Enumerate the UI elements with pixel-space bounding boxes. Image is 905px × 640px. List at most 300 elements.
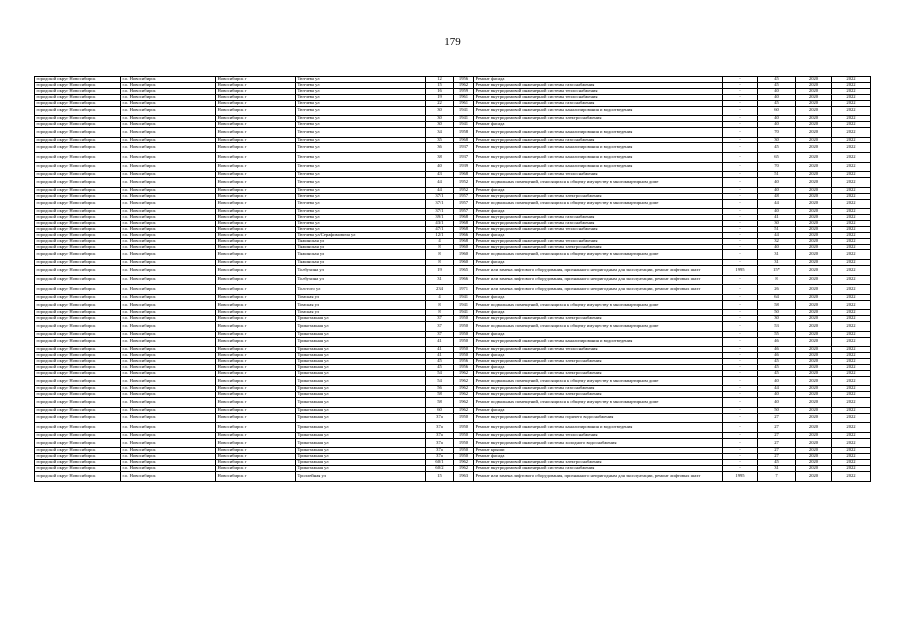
- cell-year-built: 1962: [454, 370, 474, 376]
- cell-start-year: 2020: [796, 172, 832, 178]
- cell-end-year: 2022: [832, 392, 871, 398]
- cell-settlement: Новосибирск г: [216, 448, 296, 454]
- cell-street: Трикотажная ул: [296, 398, 426, 408]
- cell-district: городской округ Новосибирск: [35, 127, 121, 137]
- cell-house: 47/1: [426, 226, 454, 232]
- cell-start-year: 2020: [796, 316, 832, 322]
- cell-year-built: 1962: [454, 82, 474, 88]
- cell-house: 40: [426, 162, 454, 172]
- cell-street: Тютчева ул: [296, 127, 426, 137]
- cell-start-year: 2020: [796, 386, 832, 392]
- cell-end-year: 2022: [832, 238, 871, 244]
- cell-year-built: 1957: [454, 209, 474, 215]
- cell-street: Тютчева ул: [296, 162, 426, 172]
- cell-settlement: Новосибирск г: [216, 106, 296, 116]
- cell-settlement: Новосибирск г: [216, 471, 296, 481]
- cell-district: городской округ Новосибирск: [35, 153, 121, 163]
- cell-work-type: Ремонт внутридомовой инженерной системы теплоснабжения: [474, 238, 723, 244]
- cell-end-year: 2022: [832, 162, 871, 172]
- cell-cost: 65: [758, 153, 796, 163]
- cell-cost: 27: [758, 438, 796, 448]
- cell-street: Толстого ул: [296, 285, 426, 295]
- cell-street: Тютчева ул: [296, 209, 426, 215]
- cell-end-year: 2022: [832, 310, 871, 316]
- cell-year-built: 1950: [454, 322, 474, 332]
- cell-work-type: Ремонт фасада: [474, 294, 723, 300]
- cell-year-built: 1965: [454, 265, 474, 275]
- cell-start-year: 2020: [796, 199, 832, 209]
- cell-year-built: 1950: [454, 353, 474, 359]
- cell-district: городской округ Новосибирск: [35, 454, 121, 460]
- cell-cost: 40: [758, 178, 796, 188]
- cell-lift-year: -: [723, 423, 758, 433]
- cell-start-year: 2020: [796, 77, 832, 83]
- cell-district: городской округ Новосибирск: [35, 220, 121, 226]
- cell-year-built: 1957: [454, 193, 474, 199]
- cell-house: 37: [426, 316, 454, 322]
- cell-start-year: 2020: [796, 143, 832, 153]
- cell-house: 54: [426, 376, 454, 386]
- cell-street: Трикотажная ул: [296, 353, 426, 359]
- cell-settlement: Новосибирск г: [216, 337, 296, 347]
- cell-end-year: 2022: [832, 143, 871, 153]
- cell-street: Тютчева ул: [296, 226, 426, 232]
- cell-year-built: 1962: [454, 398, 474, 408]
- cell-lift-year: -: [723, 244, 758, 250]
- cell-start-year: 2020: [796, 94, 832, 100]
- cell-district: городской округ Новосибирск: [35, 386, 121, 392]
- cell-municipality: г.о. Новосибирск: [121, 310, 216, 316]
- cell-start-year: 2020: [796, 209, 832, 215]
- cell-cost: 27: [758, 413, 796, 423]
- cell-work-type: Ремонт фасада: [474, 187, 723, 193]
- cell-street: Трикотажная ул: [296, 358, 426, 364]
- cell-cost: 27: [758, 454, 796, 460]
- table-row: [35, 143, 871, 153]
- cell-work-type: Ремонт внутридомовой инженерной системы газоснабжения: [474, 386, 723, 392]
- cell-municipality: г.о. Новосибирск: [121, 265, 216, 275]
- cell-street: Тютчева ул: [296, 106, 426, 116]
- cell-house: 41: [426, 337, 454, 347]
- cell-house: 22: [426, 100, 454, 106]
- cell-start-year: 2020: [796, 432, 832, 438]
- cell-lift-year: -: [723, 285, 758, 295]
- cell-street: Тютчева ул: [296, 172, 426, 178]
- cell-end-year: 2022: [832, 100, 871, 106]
- cell-cost: 40: [758, 122, 796, 128]
- table-row: [35, 127, 871, 137]
- cell-work-type: Ремонт внутридомовой инженерной системы теплоснабжения: [474, 347, 723, 353]
- cell-house: 36: [426, 143, 454, 153]
- cell-house: 43: [426, 172, 454, 178]
- cell-municipality: г.о. Новосибирск: [121, 172, 216, 178]
- cell-settlement: Новосибирск г: [216, 376, 296, 386]
- cell-work-type: Ремонт внутридомовой инженерной системы электроснабжения: [474, 193, 723, 199]
- cell-end-year: 2022: [832, 122, 871, 128]
- cell-cost: 70: [758, 127, 796, 137]
- cell-cost: 41: [758, 215, 796, 221]
- cell-end-year: 2022: [832, 285, 871, 295]
- cell-municipality: г.о. Новосибирск: [121, 438, 216, 448]
- cell-lift-year: -: [723, 238, 758, 244]
- cell-street: Троллейная ул: [296, 471, 426, 481]
- cell-street: Тютчева ул: [296, 199, 426, 209]
- cell-lift-year: -: [723, 448, 758, 454]
- cell-start-year: 2020: [796, 454, 832, 460]
- cell-year-built: 1962: [454, 386, 474, 392]
- cell-end-year: 2022: [832, 193, 871, 199]
- cell-cost: 45: [758, 77, 796, 83]
- cell-settlement: Новосибирск г: [216, 413, 296, 423]
- cell-start-year: 2020: [796, 137, 832, 143]
- cell-start-year: 2020: [796, 294, 832, 300]
- cell-district: городской округ Новосибирск: [35, 82, 121, 88]
- table-row: [35, 322, 871, 332]
- cell-street: Трикотажная ул: [296, 337, 426, 347]
- cell-lift-year: -: [723, 322, 758, 332]
- cell-district: городской округ Новосибирск: [35, 370, 121, 376]
- cell-work-type: Ремонт фасада: [474, 353, 723, 359]
- cell-year-built: 1950: [454, 438, 474, 448]
- cell-work-type: Ремонт внутридомовой инженерной системы канализирования и водоотведения: [474, 162, 723, 172]
- cell-year-built: 1941: [454, 310, 474, 316]
- cell-cost: 44: [758, 386, 796, 392]
- cell-house: 234: [426, 285, 454, 295]
- cell-house: 12: [426, 77, 454, 83]
- cell-work-type: Ремонт фасада: [474, 122, 723, 128]
- cell-cost: 40: [758, 398, 796, 408]
- cell-district: городской округ Новосибирск: [35, 100, 121, 106]
- cell-end-year: 2022: [832, 337, 871, 347]
- cell-lift-year: -: [723, 466, 758, 472]
- cell-year-built: 1961: [454, 100, 474, 106]
- cell-year-built: 1968: [454, 137, 474, 143]
- cell-lift-year: -: [723, 172, 758, 178]
- cell-settlement: Новосибирск г: [216, 466, 296, 472]
- cell-start-year: 2020: [796, 116, 832, 122]
- cell-district: городской округ Новосибирск: [35, 438, 121, 448]
- cell-year-built: 1968: [454, 220, 474, 226]
- cell-settlement: Новосибирск г: [216, 460, 296, 466]
- cell-municipality: г.о. Новосибирск: [121, 94, 216, 100]
- cell-year-built: 1950: [454, 432, 474, 438]
- cell-street: Тютчева ул: [296, 137, 426, 143]
- cell-house: 60/1: [426, 460, 454, 466]
- cell-lift-year: -: [723, 347, 758, 353]
- cell-district: городской округ Новосибирск: [35, 392, 121, 398]
- cell-start-year: 2020: [796, 127, 832, 137]
- cell-end-year: 2022: [832, 370, 871, 376]
- cell-street: Трикотажная ул: [296, 454, 426, 460]
- cell-lift-year: -: [723, 331, 758, 337]
- cell-municipality: г.о. Новосибирск: [121, 398, 216, 408]
- cell-house: 37а: [426, 448, 454, 454]
- cell-settlement: Новосибирск г: [216, 199, 296, 209]
- cell-house: 8: [426, 300, 454, 310]
- cell-district: городской округ Новосибирск: [35, 353, 121, 359]
- cell-work-type: Ремонт внутридомовой инженерной системы теплоснабжения: [474, 226, 723, 232]
- cell-district: городской округ Новосибирск: [35, 250, 121, 260]
- cell-cost: 30: [758, 316, 796, 322]
- cell-start-year: 2020: [796, 265, 832, 275]
- cell-cost: 50: [758, 310, 796, 316]
- cell-cost: 60: [758, 106, 796, 116]
- cell-end-year: 2022: [832, 82, 871, 88]
- cell-settlement: Новосибирск г: [216, 238, 296, 244]
- cell-district: городской округ Новосибирск: [35, 460, 121, 466]
- cell-work-type: Ремонт внутридомовой инженерной системы электроснабжения: [474, 316, 723, 322]
- table-row: [35, 438, 871, 448]
- cell-district: городской округ Новосибирск: [35, 260, 121, 266]
- cell-start-year: 2020: [796, 193, 832, 199]
- cell-district: городской округ Новосибирск: [35, 238, 121, 244]
- cell-start-year: 2020: [796, 438, 832, 448]
- cell-cost: 50: [758, 407, 796, 413]
- cell-start-year: 2020: [796, 250, 832, 260]
- cell-work-type: Ремонт фасада: [474, 331, 723, 337]
- cell-house: 31: [426, 275, 454, 285]
- cell-end-year: 2022: [832, 260, 871, 266]
- cell-end-year: 2022: [832, 250, 871, 260]
- cell-district: городской округ Новосибирск: [35, 187, 121, 193]
- cell-house: 37а: [426, 423, 454, 433]
- cell-start-year: 2020: [796, 392, 832, 398]
- cell-municipality: г.о. Новосибирск: [121, 376, 216, 386]
- cell-year-built: 1956: [454, 77, 474, 83]
- cell-municipality: г.о. Новосибирск: [121, 386, 216, 392]
- cell-lift-year: -: [723, 260, 758, 266]
- table-body: [35, 77, 871, 482]
- cell-cost: 30: [758, 220, 796, 226]
- cell-cost: 53: [758, 322, 796, 332]
- cell-end-year: 2022: [832, 460, 871, 466]
- cell-house: 38: [426, 153, 454, 163]
- cell-municipality: г.о. Новосибирск: [121, 460, 216, 466]
- cell-start-year: 2020: [796, 238, 832, 244]
- cell-municipality: г.о. Новосибирск: [121, 250, 216, 260]
- cell-district: городской округ Новосибирск: [35, 285, 121, 295]
- cell-house: 37а: [426, 413, 454, 423]
- cell-street: Трикотажная ул: [296, 466, 426, 472]
- cell-municipality: г.о. Новосибирск: [121, 358, 216, 364]
- cell-municipality: г.о. Новосибирск: [121, 106, 216, 116]
- cell-year-built: 1956: [454, 364, 474, 370]
- cell-settlement: Новосибирск г: [216, 423, 296, 433]
- cell-settlement: Новосибирск г: [216, 220, 296, 226]
- cell-settlement: Новосибирск г: [216, 209, 296, 215]
- cell-lift-year: -: [723, 137, 758, 143]
- cell-start-year: 2020: [796, 370, 832, 376]
- cell-work-type: Ремонт подвальных помещений, относящихся к общему имуществу в многоквартирном доме: [474, 178, 723, 188]
- cell-year-built: 1941: [454, 294, 474, 300]
- cell-settlement: Новосибирск г: [216, 370, 296, 376]
- cell-start-year: 2020: [796, 187, 832, 193]
- cell-lift-year: -: [723, 454, 758, 460]
- cell-settlement: Новосибирск г: [216, 88, 296, 94]
- cell-municipality: г.о. Новосибирск: [121, 432, 216, 438]
- cell-cost: 8: [758, 275, 796, 285]
- cell-year-built: 1966: [454, 232, 474, 238]
- cell-work-type: Ремонт подвальных помещений, относящихся к общему имуществу в многоквартирном доме: [474, 398, 723, 408]
- cell-cost: 32: [758, 238, 796, 244]
- cell-house: 37/1: [426, 209, 454, 215]
- cell-municipality: г.о. Новосибирск: [121, 162, 216, 172]
- cell-municipality: г.о. Новосибирск: [121, 244, 216, 250]
- cell-work-type: Ремонт внутридомовой инженерной системы электроснабжения: [474, 392, 723, 398]
- cell-cost: 15*: [758, 265, 796, 275]
- cell-lift-year: -: [723, 275, 758, 285]
- cell-work-type: Ремонт внутридомовой инженерной системы электроснабжения: [474, 460, 723, 466]
- cell-street: Тютчева ул: [296, 116, 426, 122]
- cell-house: 15: [426, 82, 454, 88]
- cell-start-year: 2020: [796, 285, 832, 295]
- cell-lift-year: -: [723, 337, 758, 347]
- cell-settlement: Новосибирск г: [216, 347, 296, 353]
- cell-end-year: 2022: [832, 322, 871, 332]
- cell-municipality: г.о. Новосибирск: [121, 448, 216, 454]
- table-row: [35, 199, 871, 209]
- cell-start-year: 2020: [796, 407, 832, 413]
- cell-end-year: 2022: [832, 244, 871, 250]
- cell-settlement: Новосибирск г: [216, 438, 296, 448]
- cell-settlement: Новосибирск г: [216, 127, 296, 137]
- cell-cost: 40: [758, 376, 796, 386]
- cell-street: Трикотажная ул: [296, 432, 426, 438]
- cell-house: 43/1: [426, 220, 454, 226]
- cell-district: городской округ Новосибирск: [35, 88, 121, 94]
- cell-district: городской округ Новосибирск: [35, 172, 121, 178]
- cell-work-type: Ремонт или замена лифтового оборудования, признанного непригодным для эксплуатации, ремонт лифтовых шахт: [474, 275, 723, 285]
- cell-year-built: 1960: [454, 260, 474, 266]
- cell-district: городской округ Новосибирск: [35, 106, 121, 116]
- cell-street: Трикотажная ул: [296, 413, 426, 423]
- cell-year-built: 1962: [454, 392, 474, 398]
- cell-start-year: 2020: [796, 275, 832, 285]
- cell-street: Тютчева ул: [296, 94, 426, 100]
- cell-house: 34: [426, 127, 454, 137]
- table-row: [35, 423, 871, 433]
- cell-lift-year: -: [723, 353, 758, 359]
- cell-settlement: Новосибирск г: [216, 250, 296, 260]
- cell-end-year: 2022: [832, 448, 871, 454]
- cell-end-year: 2022: [832, 454, 871, 460]
- cell-start-year: 2020: [796, 106, 832, 116]
- cell-district: городской округ Новосибирск: [35, 162, 121, 172]
- cell-district: городской округ Новосибирск: [35, 193, 121, 199]
- cell-district: городской округ Новосибирск: [35, 178, 121, 188]
- cell-municipality: г.о. Новосибирск: [121, 260, 216, 266]
- cell-start-year: 2020: [796, 413, 832, 423]
- cell-house: 30: [426, 122, 454, 128]
- cell-street: Тютчева ул: [296, 220, 426, 226]
- table-row: [35, 398, 871, 408]
- cell-work-type: Ремонт подвальных помещений, относящихся к общему имуществу в многоквартирном доме: [474, 300, 723, 310]
- cell-house: 37/1: [426, 199, 454, 209]
- cell-street: Тяжинская ул: [296, 260, 426, 266]
- cell-end-year: 2022: [832, 232, 871, 238]
- cell-street: Тютчева ул: [296, 193, 426, 199]
- cell-lift-year: -: [723, 370, 758, 376]
- cell-settlement: Новосибирск г: [216, 300, 296, 310]
- cell-end-year: 2022: [832, 294, 871, 300]
- cell-lift-year: -: [723, 94, 758, 100]
- cell-street: Тютчева ул: [296, 187, 426, 193]
- cell-street: Тютчева ул/Серафимовича ул: [296, 232, 426, 238]
- cell-cost: 51: [758, 172, 796, 178]
- cell-street: Трикотажная ул: [296, 423, 426, 433]
- cell-work-type: Ремонт или замена лифтового оборудования, признанного непригодным для эксплуатации, ремонт лифтовых шахт: [474, 265, 723, 275]
- cell-district: городской округ Новосибирск: [35, 116, 121, 122]
- cell-district: городской округ Новосибирск: [35, 448, 121, 454]
- cell-settlement: Новосибирск г: [216, 353, 296, 359]
- cell-district: городской округ Новосибирск: [35, 423, 121, 433]
- cell-work-type: Ремонт подвальных помещений, относящихся к общему имуществу в многоквартирном доме: [474, 250, 723, 260]
- cell-lift-year: -: [723, 376, 758, 386]
- cell-district: городской округ Новосибирск: [35, 337, 121, 347]
- cell-year-built: 1950: [454, 448, 474, 454]
- cell-district: городской округ Новосибирск: [35, 232, 121, 238]
- cell-work-type: Ремонт внутридомовой инженерной системы газоснабжения: [474, 100, 723, 106]
- cell-settlement: Новосибирск г: [216, 143, 296, 153]
- cell-municipality: г.о. Новосибирск: [121, 316, 216, 322]
- cell-house: 19: [426, 265, 454, 275]
- cell-lift-year: -: [723, 178, 758, 188]
- cell-year-built: 1962: [454, 376, 474, 386]
- cell-settlement: Новосибирск г: [216, 232, 296, 238]
- cell-year-built: 1962: [454, 407, 474, 413]
- cell-lift-year: -: [723, 250, 758, 260]
- cell-settlement: Новосибирск г: [216, 260, 296, 266]
- cell-settlement: Новосибирск г: [216, 275, 296, 285]
- cell-cost: 64: [758, 294, 796, 300]
- cell-end-year: 2022: [832, 376, 871, 386]
- cell-end-year: 2022: [832, 106, 871, 116]
- cell-house: 44: [426, 187, 454, 193]
- cell-work-type: Ремонт внутридомовой инженерной системы теплоснабжения: [474, 88, 723, 94]
- cell-house: 8: [426, 250, 454, 260]
- cell-lift-year: -: [723, 199, 758, 209]
- cell-work-type: Ремонт внутридомовой инженерной системы канализирования и водоотведения: [474, 106, 723, 116]
- table-row: [35, 285, 871, 295]
- cell-lift-year: -: [723, 386, 758, 392]
- cell-lift-year: -: [723, 162, 758, 172]
- cell-year-built: 1968: [454, 172, 474, 178]
- cell-year-built: 1950: [454, 316, 474, 322]
- cell-house: 45: [426, 364, 454, 370]
- cell-street: Трикотажная ул: [296, 322, 426, 332]
- cell-lift-year: -: [723, 232, 758, 238]
- page-number: 179: [444, 36, 461, 48]
- cell-end-year: 2022: [832, 220, 871, 226]
- cell-year-built: 1961: [454, 94, 474, 100]
- cell-district: городской округ Новосибирск: [35, 265, 121, 275]
- cell-lift-year: -: [723, 407, 758, 413]
- cell-house: 4: [426, 294, 454, 300]
- cell-street: Тяжинская ул: [296, 250, 426, 260]
- cell-municipality: г.о. Новосибирск: [121, 153, 216, 163]
- cell-cost: 48: [758, 193, 796, 199]
- cell-municipality: г.о. Новосибирск: [121, 122, 216, 128]
- cell-cost: 40: [758, 116, 796, 122]
- cell-settlement: Новосибирск г: [216, 100, 296, 106]
- cell-district: городской округ Новосибирск: [35, 432, 121, 438]
- cell-settlement: Новосибирск г: [216, 392, 296, 398]
- cell-work-type: Ремонт фасада: [474, 407, 723, 413]
- cell-settlement: Новосибирск г: [216, 285, 296, 295]
- cell-municipality: г.о. Новосибирск: [121, 88, 216, 94]
- cell-end-year: 2022: [832, 209, 871, 215]
- cell-cost: 45: [758, 82, 796, 88]
